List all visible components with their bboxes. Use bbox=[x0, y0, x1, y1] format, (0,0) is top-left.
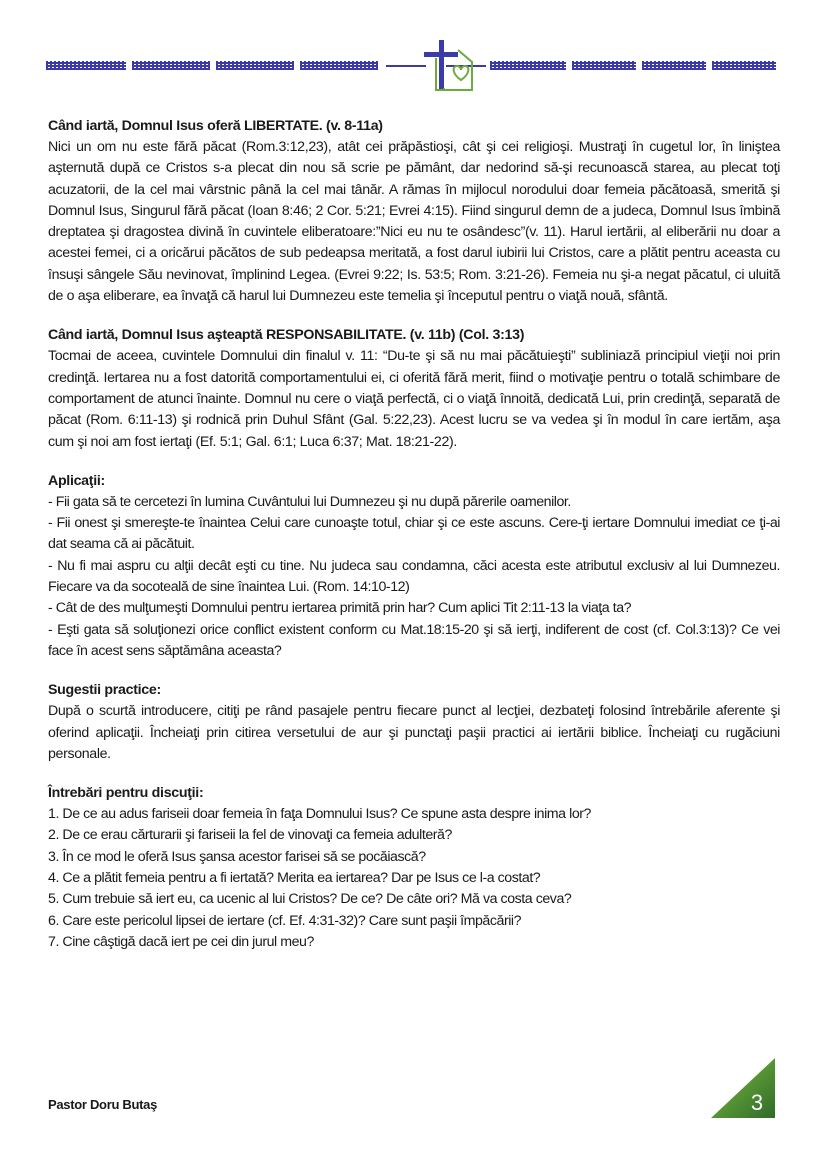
lesson-content bbox=[48, 116, 780, 971]
applications-section bbox=[48, 471, 780, 662]
section-heading: Când iartă, Domnul Isus oferă LIBERTATE. (v. 8-11a) bbox=[48, 118, 383, 134]
question-item: 2. De ce erau cărturarii şi fariseii la fel de vinovaţi ca femeia adulteră? bbox=[48, 827, 452, 844]
suggestions-section bbox=[48, 680, 780, 765]
application-item: - Cât de des mulţumeşti Domnului pentru iertarea primită prin har? Cum aplici Tit 2:11-13 la viaţa ta? bbox=[48, 600, 632, 617]
applications-heading: Aplicaţii: bbox=[48, 472, 105, 489]
header-left-pattern bbox=[46, 61, 126, 70]
section-libertate bbox=[48, 116, 780, 307]
page-number: 3 bbox=[750, 1090, 764, 1115]
application-item: - Nu fi mai aspru cu alţii decât eşti cu tine. Nu judeca sau condamna, căci acesta este atributul exclusiv al lui Dumnezeu. Fiecare va da socoteală de sine înaintea Lui. (Rom. 14:10-12) bbox=[48, 557, 780, 596]
section-body: Nici un om nu este fără păcat (Rom.3:12,23), atât cei prăpăstioşi, cât şi cei religioşi. Mustraţi în cugetul lor, în liniştea aşternută după ce Cristos s-a plecat din nou să scrie pe pământ, dar nedorind să-şi recunoască starea, au plecat toţi acuzatorii, de la cel mai vârstnic până la cel mai tânăr. A rămas în mijlocul norodului doar femeia păcătoasă, smerită şi Domnul Isus, Singurul fără păcat (Ioan 8:46; 2 Cor. 5:21; Evrei 4:15). Fiind singurul demn de a judeca, Domnul Isus îmbină dreptatea şi dragostea divină în cuvintele eliberatoare:”Nici eu nu te osândesc”(v. 11). Harul iertării, al eliberării nu doar a acestei femei, ci a oricărui păcătos de sub pedeapsa meritată, a fost darul iubirii lui Cristos, care a plătit pentru aceasta cu însuşi sângele Său nevinovat, împlinind Legea. (Evrei 9:22; Is. 53:5; Rom. 3:21-26). Femeia nu şi-a negat păcatul, ci uluită de o aşa eliberare, ea învaţă că harul lui Dumnezeu este temelia şi începutul pentru o viaţă nouă, sfântă. bbox=[48, 139, 780, 305]
application-item: - Fii gata să te cercetezi în lumina Cuvântului lui Dumnezeu şi nu după părerile oamenilor. bbox=[48, 493, 571, 510]
question-item: 7. Cine câştigă dacă iert pe cei din jurul meu? bbox=[48, 933, 314, 950]
header-right-pattern bbox=[572, 61, 636, 70]
questions-section bbox=[48, 783, 780, 953]
question-item: 4. Ce a plătit femeia pentru a fi iertată? Merita ea iertarea? Dar pe Isus ce l-a costat? bbox=[48, 870, 541, 887]
header-right-pattern bbox=[490, 61, 566, 70]
cross-heart-logo-icon bbox=[386, 38, 486, 98]
application-item: - Fii onest şi smereşte-te înaintea Celui care cunoaşte totul, chiar şi ce este ascuns. Cere-ţi iertare Domnului imediat ce ţi-ai dat seama că ai păcătuit. bbox=[48, 515, 780, 553]
author-signature: Pastor Doru Butaş bbox=[48, 1097, 158, 1112]
question-item: 6. Care este pericolul lipsei de iertare (cf. Ef. 4:31-32)? Care sunt paşii împăcării? bbox=[48, 912, 522, 929]
page-header bbox=[46, 38, 776, 98]
section-heading: Când iartă, Domnul Isus aşteaptă RESPONSABILITATE. (v. 11b) (Col. 3:13) bbox=[48, 327, 525, 344]
question-item: 5. Cum trebuie să iert eu, ca ucenic al lui Cristos? De ce? De câte ori? Mă va costa ceva? bbox=[48, 891, 572, 908]
header-right-pattern bbox=[642, 61, 706, 70]
question-item: 1. De ce au adus fariseii doar femeia în faţa Domnului Isus? Ce spune asta despre inima lor? bbox=[48, 806, 591, 823]
header-left-pattern bbox=[132, 61, 210, 70]
question-item: 3. În ce mod le oferă Isus şansa acestor farisei să se pocăiască? bbox=[48, 848, 426, 865]
questions-heading: Întrebări pentru discuţii: bbox=[48, 785, 204, 802]
header-left-pattern bbox=[216, 61, 294, 70]
section-body: Tocmai de aceea, cuvintele Domnului din finalul v. 11: “Du-te şi să nu mai păcătuieşti” subliniază principiul vieţii noi prin credinţă. Iertarea nu a fost datorită comportamentului ei, ci oferită fără merit, fiind o motivaţie pentru o totală schimbare de comportament de atunci înainte. Domnul nu cere o viaţă perfectă, ci o viaţă înnoită, dedicată Lui, prin credinţă, separată de păcat (Rom. 6:11-13) şi rodnică prin Duhul Sfânt (Gal. 5:22,23). Acest lucru se va vedea şi în modul în care iertăm, aşa cum şi noi am fost iertaţi (Ef. 5:1; Gal. 6:1; Luca 6:37; Mat. 18:21-22). bbox=[48, 348, 780, 450]
suggestions-body: După o scurtă introducere, citiţi pe rând pasajele pentru fiecare punct al lecţiei, dezbateţi folosind întrebările aferente şi oferind aplicaţii. Încheiaţi prin citirea versetului de aur şi punctaţi paşii practici ai iertării biblice. Încheiaţi cu rugăciuni personale. bbox=[48, 703, 780, 762]
application-item: - Eşti gata să soluţionezi orice conflict existent conform cu Mat.18:15-20 şi să ierţi, indiferent de cost (cf. Col.3:13)? Ce vei face în acest sens săptămâna aceasta? bbox=[48, 621, 780, 659]
section-responsabilitate bbox=[48, 325, 780, 452]
header-left-pattern bbox=[300, 61, 378, 70]
suggestions-heading: Sugestii practice: bbox=[48, 682, 161, 699]
header-right-pattern bbox=[712, 61, 776, 70]
